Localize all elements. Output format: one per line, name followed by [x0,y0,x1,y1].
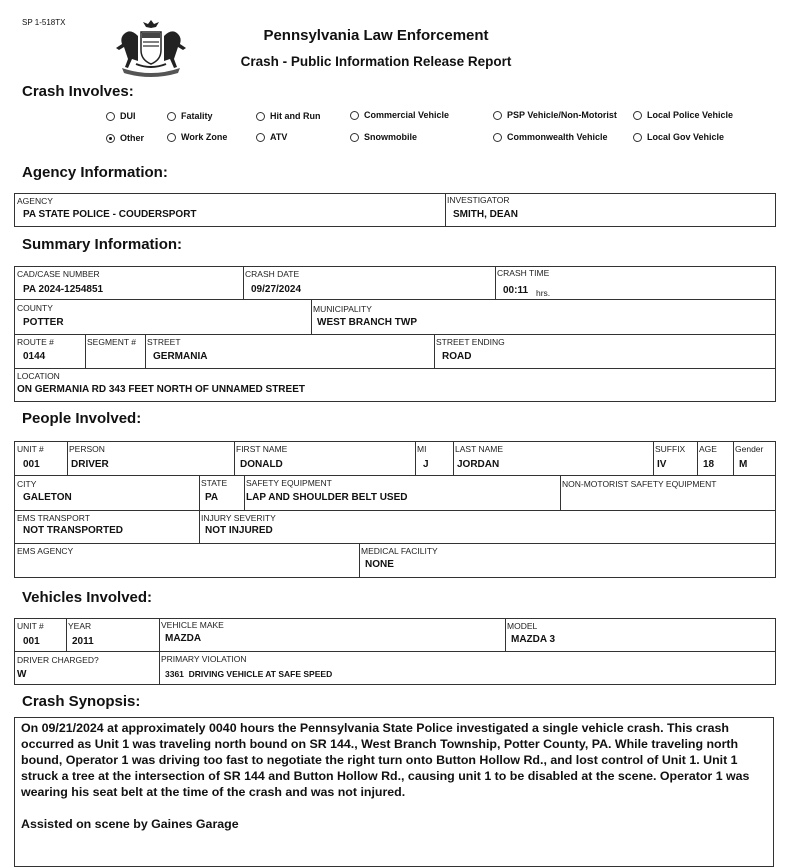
summary-heading: Summary Information: [22,236,183,253]
form-id: SP 1-518TX [22,18,66,27]
state-label: STATE [201,478,228,488]
case-number-value: PA 2024-1254851 [23,284,104,295]
people-box [14,441,776,578]
municipality-label: MUNICIPALITY [313,304,372,314]
gender-label: Gender [735,444,764,454]
agency-box [14,193,776,227]
street-ending-value: ROAD [442,351,472,362]
option-work-zone[interactable]: Work Zone [167,132,227,142]
state-value: PA [205,492,219,503]
primary-violation-value: 3361 DRIVING VEHICLE AT SAFE SPEED [165,669,333,679]
mi-value: J [423,459,429,470]
radio-icon[interactable] [167,133,176,142]
radio-icon[interactable] [493,133,502,142]
driver-charged-label: DRIVER CHARGED? [17,655,99,665]
agency-label: AGENCY [17,196,53,206]
injury-severity-value: NOT INJURED [205,525,273,536]
agency-heading: Agency Information: [22,164,168,181]
report-title: Pennsylvania Law Enforcement [263,27,489,44]
investigator-value: SMITH, DEAN [453,209,518,220]
street-ending-label: STREET ENDING [436,337,505,347]
location-value: ON GERMANIA RD 343 FEET NORTH OF UNNAMED STREET [17,384,305,395]
radio-icon[interactable] [633,111,642,120]
crash-time-label: CRASH TIME [497,268,550,278]
radio-icon[interactable] [633,133,642,142]
option-atv[interactable]: ATV [256,132,287,142]
crash-time-unit: hrs. [536,288,551,298]
synopsis-heading: Crash Synopsis: [22,693,141,710]
street-value: GERMANIA [153,351,208,362]
synopsis-paragraph: On 09/21/2024 at approximately 0040 hours the Pennsylvania State Police investigated a single vehicle crash. This crash occurred as Unit 1 was traveling north bound on SR 144., West Branch Township, Potter County, PA. While traveling north bound, Operator 1 was driving too fast to negotiate the right turn onto Button Hollow Rd., and lost control of Unit 1. Unit 1 struck a tree at the intersection of SR 144 and Button Hollow Rd., causing unit 1 to be disabled at the scene. Operator 1 was wearing his seat belt at the time of the crash and was not injured. [21,721,750,799]
report-subtitle: Crash - Public Information Release Report [240,54,512,69]
ems-transport-value: NOT TRANSPORTED [23,525,123,536]
radio-checked-icon[interactable] [106,134,115,143]
option-hit-and-run[interactable]: Hit and Run [256,111,321,121]
non-motorist-safety-label: NON-MOTORIST SAFETY EQUIPMENT [562,479,717,489]
last-name-label: LAST NAME [455,444,504,454]
segment-label: SEGMENT # [87,337,136,347]
crash-date-label: CRASH DATE [245,269,300,279]
case-number-label: CAD/CASE NUMBER [17,269,100,279]
suffix-value: IV [657,459,667,470]
person-type-label: PERSON [69,444,105,454]
vehicle-make-value: MAZDA [165,633,202,644]
synopsis-assist-note: Assisted on scene by Gaines Garage [21,817,239,831]
medical-facility-value: NONE [365,559,394,570]
person-unit-label: UNIT # [17,444,44,454]
suffix-label: SUFFIX [655,444,686,454]
vehicles-heading: Vehicles Involved: [22,589,153,606]
crash-time-value: 00:11 [503,285,529,296]
radio-icon[interactable] [167,112,176,121]
first-name-label: FIRST NAME [236,444,288,454]
option-snowmobile[interactable]: Snowmobile [350,132,417,142]
investigator-label: INVESTIGATOR [447,195,510,205]
city-value: GALETON [23,492,72,503]
street-label: STREET [147,337,181,347]
radio-icon[interactable] [350,133,359,142]
safety-equipment-label: SAFETY EQUIPMENT [246,478,332,488]
ems-transport-label: EMS TRANSPORT [17,513,90,523]
last-name-value: JORDAN [457,459,500,470]
vehicle-model-value: MAZDA 3 [511,634,556,645]
option-fatality[interactable]: Fatality [167,111,213,121]
option-dui[interactable]: DUI [106,111,136,121]
option-local-gov-vehicle[interactable]: Local Gov Vehicle [633,132,724,142]
vehicle-year-value: 2011 [72,636,94,647]
radio-icon[interactable] [256,133,265,142]
summary-box [14,266,776,402]
primary-violation-label: PRIMARY VIOLATION [161,654,247,664]
route-value: 0144 [23,351,46,362]
age-label: AGE [699,444,717,454]
option-commonwealth-vehicle[interactable]: Commonwealth Vehicle [493,132,608,142]
gender-value: M [739,459,748,470]
driver-charged-value: W [17,669,27,680]
vehicle-make-label: VEHICLE MAKE [161,620,224,630]
option-commercial-vehicle[interactable]: Commercial Vehicle [350,110,449,120]
vehicle-year-label: YEAR [68,621,92,631]
person-type-value: DRIVER [71,459,109,470]
agency-value: PA STATE POLICE - COUDERSPORT [23,209,197,220]
option-local-police-vehicle[interactable]: Local Police Vehicle [633,110,733,120]
route-label: ROUTE # [17,337,54,347]
ems-agency-label: EMS AGENCY [17,546,74,556]
radio-icon[interactable] [106,112,115,121]
medical-facility-label: MEDICAL FACILITY [361,546,438,556]
radio-icon[interactable] [256,112,265,121]
vehicle-unit-value: 001 [23,636,40,647]
first-name-value: DONALD [240,459,283,470]
crash-involves-heading: Crash Involves: [22,83,134,100]
people-heading: People Involved: [22,410,142,427]
person-unit-value: 001 [23,459,40,470]
city-label: CITY [17,479,37,489]
county-label: COUNTY [17,303,53,313]
vehicles-box [14,618,776,685]
radio-icon[interactable] [493,111,502,120]
radio-icon[interactable] [350,111,359,120]
county-value: POTTER [23,317,64,328]
synopsis-box [14,717,774,867]
vehicle-unit-label: UNIT # [17,621,44,631]
vehicle-model-label: MODEL [507,621,538,631]
municipality-value: WEST BRANCH TWP [317,317,417,328]
mi-label: MI [417,444,427,454]
option-other[interactable]: Other [106,133,144,143]
location-label: LOCATION [17,371,60,381]
injury-severity-label: INJURY SEVERITY [201,513,276,523]
age-value: 18 [703,459,715,470]
safety-equipment-value: LAP AND SHOULDER BELT USED [246,492,408,503]
option-psp-vehicle[interactable]: PSP Vehicle/Non-Motorist [493,110,617,120]
crash-date-value: 09/27/2024 [251,284,302,295]
